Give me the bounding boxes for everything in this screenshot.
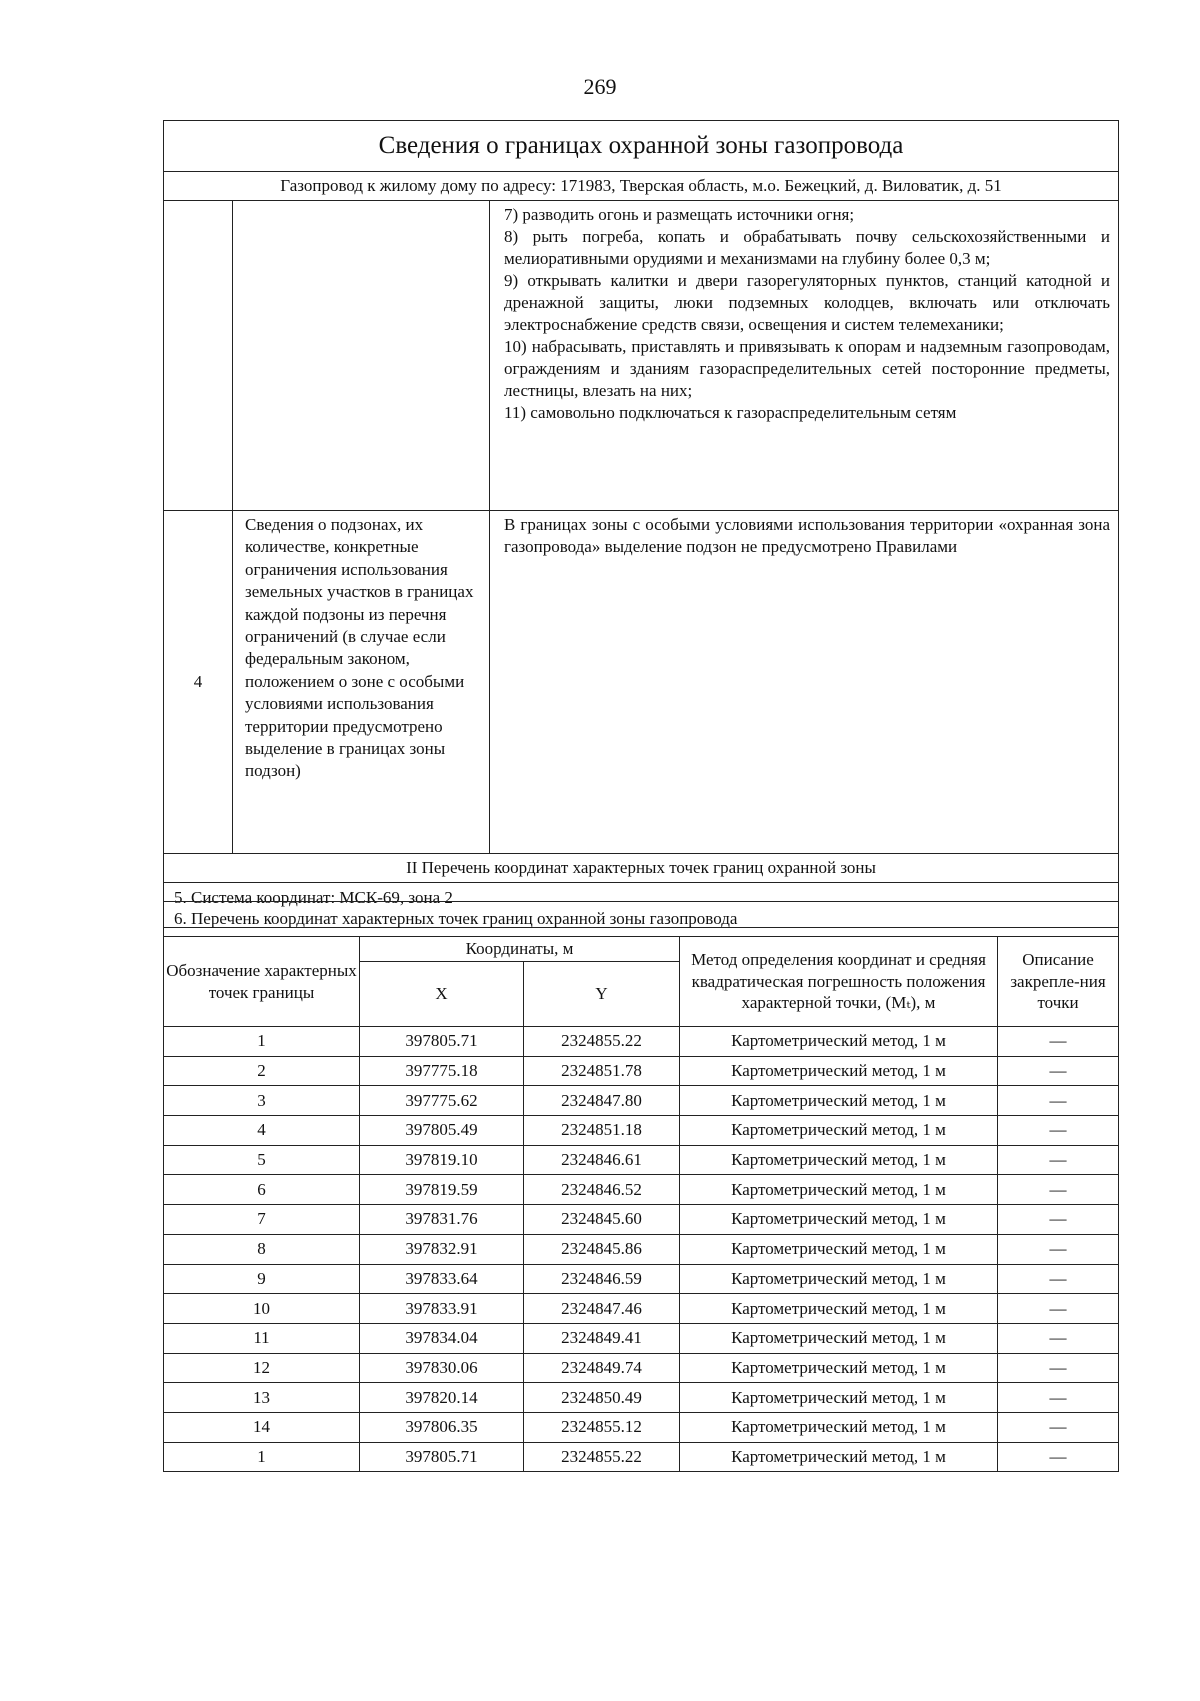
x-cell: 397830.06 — [360, 1353, 524, 1383]
point-cell: 1 — [164, 1442, 360, 1472]
y-cell: 2324851.78 — [524, 1056, 680, 1086]
table-row — [164, 1323, 1119, 1353]
table-row — [164, 1086, 1119, 1116]
description-cell: — — [998, 1175, 1119, 1205]
method-cell: Картометрический метод, 1 м — [680, 1323, 998, 1353]
subzones-value: В границах зоны с особыми условиями использования территории «охранная зона газопровода» выделение подзон не предусмотрено Правилами — [504, 515, 1111, 556]
restriction-item-11: 11) самовольно подключаться к газораспределительным сетям — [504, 403, 957, 422]
x-cell: 397820.14 — [360, 1383, 524, 1413]
y-cell: 2324846.61 — [524, 1145, 680, 1175]
description-cell: — — [998, 1383, 1119, 1413]
header-point: Обозначение характерных точек границы — [164, 937, 360, 1027]
table-row — [164, 1412, 1119, 1442]
header-method: Метод определения координат и средняя квадратическая погрешность положения характерной точки, (Mₜ), м — [680, 937, 998, 1027]
table-row — [164, 1442, 1119, 1472]
point-cell: 10 — [164, 1294, 360, 1324]
number-cell-empty — [164, 201, 233, 511]
table-row — [164, 1175, 1119, 1205]
description-cell: — — [998, 1442, 1119, 1472]
point-cell: 14 — [164, 1412, 360, 1442]
x-cell: 397806.35 — [360, 1412, 524, 1442]
description-cell: — — [998, 1353, 1119, 1383]
y-cell: 2324851.18 — [524, 1116, 680, 1146]
method-cell: Картометрический метод, 1 м — [680, 1442, 998, 1472]
y-cell: 2324855.22 — [524, 1027, 680, 1057]
method-cell: Картометрический метод, 1 м — [680, 1353, 998, 1383]
header-coordinates: Координаты, м — [360, 937, 680, 962]
description-cell: — — [998, 1234, 1119, 1264]
description-cell: — — [998, 1412, 1119, 1442]
x-cell: 397834.04 — [360, 1323, 524, 1353]
description-cell: — — [998, 1086, 1119, 1116]
header-y: Y — [524, 962, 680, 1027]
header-x: X — [360, 962, 524, 1027]
object-address: Газопровод к жилому дому по адресу: 171983, Тверская область, м.о. Бежецкий, д. Виловатик, д. 51 — [164, 172, 1119, 201]
point-cell: 8 — [164, 1234, 360, 1264]
x-cell: 397805.71 — [360, 1027, 524, 1057]
description-cell: — — [998, 1116, 1119, 1146]
table-row — [164, 1353, 1119, 1383]
point-cell: 13 — [164, 1383, 360, 1413]
page-number: 269 — [583, 74, 617, 99]
point-cell: 11 — [164, 1323, 360, 1353]
zone-info-table — [163, 120, 1119, 928]
x-cell: 397833.91 — [360, 1294, 524, 1324]
method-cell: Картометрический метод, 1 м — [680, 1056, 998, 1086]
y-cell: 2324849.74 — [524, 1353, 680, 1383]
point-cell: 9 — [164, 1264, 360, 1294]
restriction-item-9: 9) открывать калитки и двери газорегуляторных пунктов, станций катодной и дренажной защиты, люки подземных колодцев, включать или отключать электроснабжение средств связи, освещения и систем телемеханики; — [504, 271, 1111, 334]
restriction-item-7: 7) разводить огонь и размещать источники огня; — [504, 205, 855, 224]
table-row — [164, 1116, 1119, 1146]
x-cell: 397832.91 — [360, 1234, 524, 1264]
subzones-number: 4 — [164, 511, 233, 854]
x-cell: 397805.49 — [360, 1116, 524, 1146]
x-cell: 397831.76 — [360, 1205, 524, 1235]
y-cell: 2324846.59 — [524, 1264, 680, 1294]
subzones-label: Сведения о подзонах, их количестве, конкретные ограничения использования земельных участков в границах каждой подзоны из перечня ограничений (в случае если федеральным законом, положением о зоне с особыми условиями использования территории предусмотрено выделение в границах зоны подзон) — [245, 515, 474, 781]
header-description: Описание закрепле-ния точки — [998, 937, 1119, 1027]
y-cell: 2324847.80 — [524, 1086, 680, 1116]
x-cell: 397833.64 — [360, 1264, 524, 1294]
restriction-item-8: 8) рыть погреба, копать и обрабатывать почву сельскохозяйственными и мелиоративными орудиями и механизмами на глубину более 0,3 м; — [504, 227, 1111, 268]
table-row — [164, 1056, 1119, 1086]
y-cell: 2324845.86 — [524, 1234, 680, 1264]
method-cell: Картометрический метод, 1 м — [680, 1234, 998, 1264]
section-title: II Перечень координат характерных точек границ охранной зоны — [164, 854, 1119, 883]
document-title: Сведения о границах охранной зоны газопровода — [164, 121, 1119, 172]
point-cell: 4 — [164, 1116, 360, 1146]
subzones-label-cell — [233, 511, 490, 854]
description-cell: — — [998, 1145, 1119, 1175]
table-row — [164, 1383, 1119, 1413]
restriction-item-10: 10) набрасывать, приставлять и привязывать к опорам и надземным газопроводам, ограждениям и зданиям газораспределительных сетей посторонние предметы, лестницы, влезать на них; — [504, 337, 1111, 400]
x-cell: 397819.59 — [360, 1175, 524, 1205]
point-cell: 3 — [164, 1086, 360, 1116]
x-cell: 397775.18 — [360, 1056, 524, 1086]
method-cell: Картометрический метод, 1 м — [680, 1145, 998, 1175]
coordinates-table — [163, 901, 1119, 1472]
method-cell: Картометрический метод, 1 м — [680, 1086, 998, 1116]
coordinate-system: 5. Система координат: МСК-69, зона 2 — [164, 883, 1119, 928]
table-row — [164, 1145, 1119, 1175]
description-cell: — — [998, 1027, 1119, 1057]
method-cell: Картометрический метод, 1 м — [680, 1294, 998, 1324]
description-cell: — — [998, 1205, 1119, 1235]
point-cell: 2 — [164, 1056, 360, 1086]
table-row — [164, 1234, 1119, 1264]
description-cell: — — [998, 1294, 1119, 1324]
y-cell: 2324847.46 — [524, 1294, 680, 1324]
y-cell: 2324845.60 — [524, 1205, 680, 1235]
restrictions-list — [490, 201, 1119, 511]
y-cell: 2324850.49 — [524, 1383, 680, 1413]
method-cell: Картометрический метод, 1 м — [680, 1027, 998, 1057]
subzones-value-cell — [490, 511, 1119, 854]
table-row — [164, 1294, 1119, 1324]
y-cell: 2324846.52 — [524, 1175, 680, 1205]
x-cell: 397819.10 — [360, 1145, 524, 1175]
method-cell: Картометрический метод, 1 м — [680, 1116, 998, 1146]
y-cell: 2324855.22 — [524, 1442, 680, 1472]
y-cell: 2324849.41 — [524, 1323, 680, 1353]
x-cell: 397775.62 — [360, 1086, 524, 1116]
method-cell: Картометрический метод, 1 м — [680, 1205, 998, 1235]
description-cell: — — [998, 1323, 1119, 1353]
description-cell: — — [998, 1264, 1119, 1294]
point-cell: 6 — [164, 1175, 360, 1205]
method-cell: Картометрический метод, 1 м — [680, 1264, 998, 1294]
point-cell: 1 — [164, 1027, 360, 1057]
x-cell: 397805.71 — [360, 1442, 524, 1472]
table-row — [164, 1264, 1119, 1294]
point-cell: 5 — [164, 1145, 360, 1175]
table-row — [164, 1027, 1119, 1057]
table-row — [164, 1205, 1119, 1235]
label-cell-empty — [233, 201, 490, 511]
method-cell: Картометрический метод, 1 м — [680, 1383, 998, 1413]
description-cell: — — [998, 1056, 1119, 1086]
method-cell: Картометрический метод, 1 м — [680, 1412, 998, 1442]
point-cell: 12 — [164, 1353, 360, 1383]
method-cell: Картометрический метод, 1 м — [680, 1175, 998, 1205]
point-cell: 7 — [164, 1205, 360, 1235]
coordinates-list-title: 6. Перечень координат характерных точек границ охранной зоны газопровода — [164, 902, 1119, 937]
y-cell: 2324855.12 — [524, 1412, 680, 1442]
